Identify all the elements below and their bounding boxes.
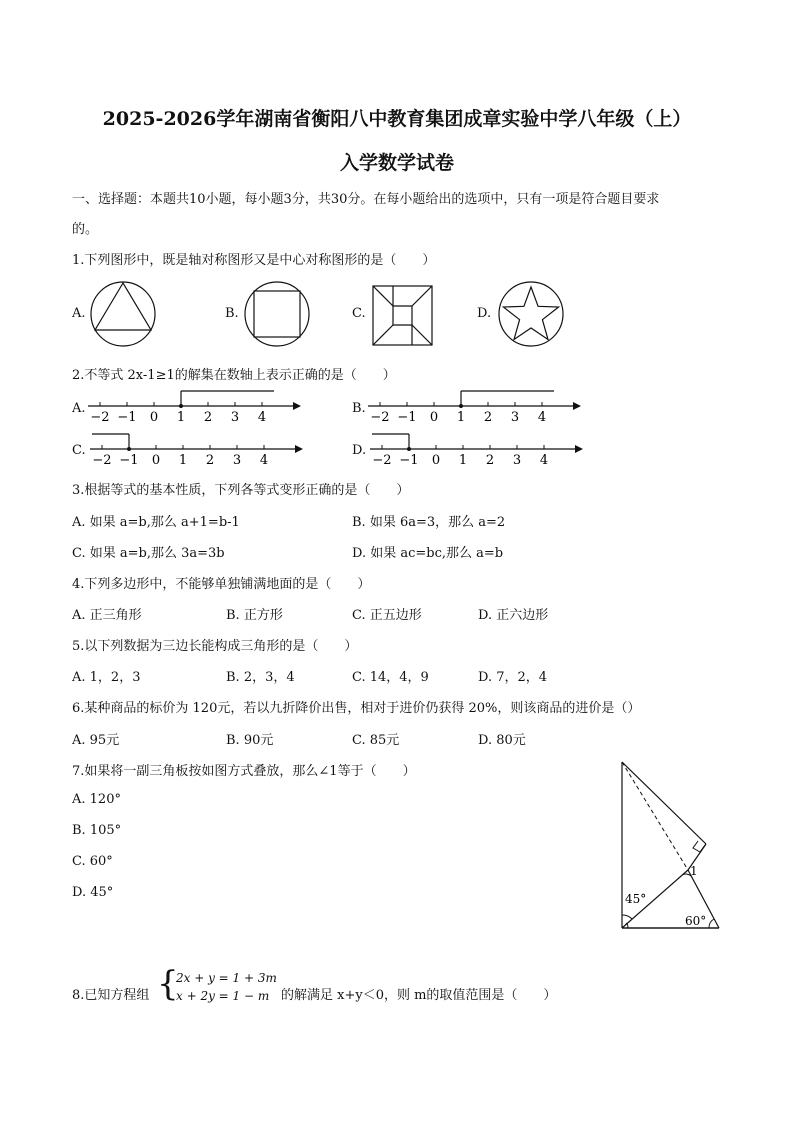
q4-option-d: D. 正六边形 bbox=[478, 608, 549, 623]
equation-1: 2x + y = 1 + 3m bbox=[176, 971, 277, 985]
axis-arrow bbox=[293, 402, 301, 410]
axis-arrow bbox=[573, 402, 581, 410]
tick-label: 3 bbox=[232, 453, 242, 468]
tick-label: −1 bbox=[119, 453, 139, 468]
axis-arrow bbox=[295, 445, 303, 453]
question-1-stem: 1.下列图形中，既是轴对称图形又是中心对称图形的是（ ） bbox=[72, 253, 436, 268]
q1-option-c-label: C. bbox=[352, 306, 366, 321]
tick-label: 4 bbox=[539, 453, 549, 468]
q3-option-c: C. 如果 a=b,那么 3a=3b bbox=[72, 546, 225, 561]
q4-option-b: B. 正方形 bbox=[226, 608, 283, 623]
q2-option-d-label: D. bbox=[352, 443, 367, 458]
q7-option-b: B. 105° bbox=[72, 823, 122, 838]
q5-option-d: D. 7，2，4 bbox=[478, 670, 548, 685]
tick-label: 1 bbox=[458, 453, 468, 468]
tick-label: 0 bbox=[151, 453, 161, 468]
tick-label: 4 bbox=[257, 410, 267, 425]
section-header-line2: 的。 bbox=[72, 222, 99, 237]
circle-star-figure bbox=[498, 281, 566, 349]
q2-option-b-label: B. bbox=[352, 401, 366, 416]
solution-endpoint bbox=[127, 447, 131, 451]
q5-option-a: A. 1，2，3 bbox=[72, 670, 141, 685]
question-4-stem: 4.下列多边形中，不能够单独铺满地面的是（ ） bbox=[72, 577, 371, 592]
pinwheel-square-figure bbox=[372, 285, 434, 347]
q1-option-d-label: D. bbox=[477, 306, 492, 321]
q6-option-c: C. 85元 bbox=[352, 733, 400, 748]
angle-1-label: 1 bbox=[690, 864, 698, 878]
q4-option-c: C. 正五边形 bbox=[352, 608, 422, 623]
circle-square-figure bbox=[243, 282, 311, 350]
tick-label: −1 bbox=[397, 410, 417, 425]
question-3-stem: 3.根据等式的基本性质，下列各等式变形正确的是（ ） bbox=[72, 483, 410, 498]
tick-label: 1 bbox=[456, 410, 466, 425]
q2-option-a-label: A. bbox=[72, 401, 86, 416]
q7-option-c: C. 60° bbox=[72, 854, 113, 869]
tick-label: 4 bbox=[259, 453, 269, 468]
q3-option-d: D. 如果 ac=bc,那么 a=b bbox=[352, 546, 504, 561]
q1-option-a-label: A. bbox=[72, 306, 86, 321]
tick-label: 1 bbox=[176, 410, 186, 425]
tick-label: 3 bbox=[230, 410, 240, 425]
tick-label: 0 bbox=[431, 453, 441, 468]
tick-label: −2 bbox=[92, 453, 112, 468]
question-8-prefix: 8.已知方程组 bbox=[72, 988, 150, 1003]
solution-endpoint bbox=[459, 404, 463, 408]
tick-label: 0 bbox=[429, 410, 439, 425]
solution-endpoint bbox=[179, 404, 183, 408]
tick-label: 3 bbox=[512, 453, 522, 468]
tick-label: −2 bbox=[372, 453, 392, 468]
tick-label: 2 bbox=[205, 453, 215, 468]
tick-label: 2 bbox=[483, 410, 493, 425]
exam-title-line2: 入学数学试卷 bbox=[339, 152, 454, 174]
q1-option-b-label: B. bbox=[225, 306, 239, 321]
tick-label: −1 bbox=[399, 453, 419, 468]
number-line-d bbox=[370, 429, 575, 469]
q3-option-a: A. 如果 a=b,那么 a+1=b-1 bbox=[72, 515, 240, 530]
tick-label: 4 bbox=[537, 410, 547, 425]
tick-label: 2 bbox=[485, 453, 495, 468]
question-8-suffix: 的解满足 x+y＜0，则 m的取值范围是（ ） bbox=[281, 988, 557, 1003]
q3-option-b: B. 如果 6a=3，那么 a=2 bbox=[352, 515, 506, 530]
q7-option-a: A. 120° bbox=[72, 792, 121, 807]
section-header-line1: 一、选择题：本题共10小题，每小题3分，共30分。在每小题给出的选项中，只有一项是符合题目要求 bbox=[72, 192, 660, 207]
q5-option-b: B. 2，3，4 bbox=[226, 670, 295, 685]
question-7-stem: 7.如果将一副三角板按如图方式叠放，那么∠1等于（ ） bbox=[72, 764, 416, 779]
tick-label: 2 bbox=[203, 410, 213, 425]
q6-option-a: A. 95元 bbox=[72, 733, 120, 748]
tick-label: −2 bbox=[370, 410, 390, 425]
number-line-b bbox=[368, 386, 573, 426]
question-6-stem: 6.某种商品的标价为 120元，若以九折降价出售，相对于进价仍获得 20%，则该商品的进价是（） bbox=[72, 701, 641, 716]
tick-label: 0 bbox=[149, 410, 159, 425]
angle-45-label: 45° bbox=[625, 892, 647, 906]
tick-label: 3 bbox=[510, 410, 520, 425]
q6-option-b: B. 90元 bbox=[226, 733, 274, 748]
q2-option-c-label: C. bbox=[72, 443, 86, 458]
question-5-stem: 5.以下列数据为三边长能构成三角形的是（ ） bbox=[72, 639, 358, 654]
number-line-a bbox=[88, 386, 293, 426]
system-brace: { bbox=[157, 964, 179, 1004]
number-line-c bbox=[90, 429, 295, 469]
q5-option-c: C. 14，4，9 bbox=[352, 670, 429, 685]
tick-label: −2 bbox=[90, 410, 110, 425]
axis-arrow bbox=[575, 445, 583, 453]
q6-option-d: D. 80元 bbox=[478, 733, 526, 748]
q7-option-d: D. 45° bbox=[72, 885, 114, 900]
tick-label: −1 bbox=[117, 410, 137, 425]
q4-option-a: A. 正三角形 bbox=[72, 608, 142, 623]
exam-title-line1: 2025-2026学年湖南省衡阳八中教育集团成章实验中学八年级（上） bbox=[102, 108, 692, 130]
equation-2: x + 2y = 1 − m bbox=[176, 989, 270, 1003]
solution-endpoint bbox=[407, 447, 411, 451]
angle-60-label: 60° bbox=[685, 914, 707, 928]
triangle-set-square-figure bbox=[615, 757, 725, 937]
question-2-stem: 2.不等式 2x-1≥1的解集在数轴上表示正确的是（ ） bbox=[72, 368, 396, 383]
tick-label: 1 bbox=[178, 453, 188, 468]
circle-triangle-figure bbox=[89, 282, 157, 350]
